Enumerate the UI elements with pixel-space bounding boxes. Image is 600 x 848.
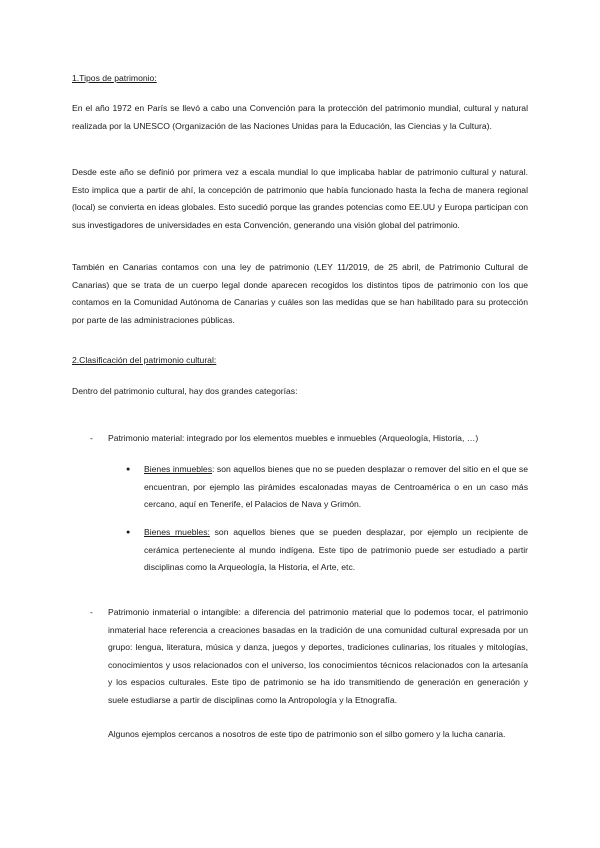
paragraph-inmaterial-examples: Algunos ejemplos cercanos a nosotros de este tipo de patrimonio son el silbo gomero y la lucha canaria. xyxy=(108,729,506,739)
paragraph-canarias-law: También en Canarias contamos con una ley de patrimonio (LEY 11/2019, de 25 abril, de Patrimonio Cultural de Canarias) que se trata de un cuerpo legal donde aparecen recogidos los distintos tipos de patrimonio con los que contamos en la Comunidad Autónoma de Canarias y cuáles son las medidas que se han habilitado para su protección por parte de las administraciones públicas. xyxy=(72,262,528,325)
paragraph-unesco-convention: En el año 1972 en París se llevó a cabo una Convención para la protección del patrimonio mundial, cultural y natural realizada por la UNESCO (Organización de las Naciones Unidas para la Educación, las Ciencias y la Cultura). xyxy=(72,103,528,131)
bienes-muebles-text xyxy=(144,524,528,577)
bullet-marker: ● xyxy=(126,529,131,536)
section-1-heading: 1.Tipos de patrimonio: xyxy=(72,73,157,83)
dash-marker: - xyxy=(90,607,93,617)
dash-marker: - xyxy=(90,433,93,443)
material-heritage-text: Patrimonio material: integrado por los elementos muebles e inmuebles (Arqueología, Historia, …) xyxy=(108,433,479,443)
term-bienes-muebles: Bienes muebles: xyxy=(144,527,210,537)
bienes-inmuebles-text xyxy=(144,461,528,514)
bienes-inmuebles-definition: : son aquellos bienes que no se pueden desplazar o remover del sitio en el que se encuentran, por ejemplo las pirámides escalonadas mayas de Centroamérica o en un caso más cercano, aquí en Tenerife, el Palacios de Nava y Grimón. xyxy=(144,464,528,510)
paragraph-global-definition: Desde este año se definió por primera vez a escala mundial lo que implicaba hablar de patrimonio cultural y natural. Esto implica que a partir de ahí, la concepción de patrimonio que había funcionado hasta la fecha de manera regional (local) se convierta en ideas globales. Esto sucedió porque las grandes potencias como EE.UU y Europa participan con sus investigadores de universidades en esta Convención, generando una visión global del patrimonio. xyxy=(72,167,528,230)
bullet-marker: ● xyxy=(126,466,131,473)
term-bienes-inmuebles: Bienes inmuebles xyxy=(144,464,212,474)
bienes-muebles-definition: son aquellos bienes que se pueden desplazar, por ejemplo un recipiente de cerámica perteneciente al mundo indígena. Este tipo de patrimonio puede ser estudiado a partir disciplinas como la Arqueología, la Historia, el Arte, etc. xyxy=(144,527,528,573)
section-2-heading: 2.Clasificación del patrimonio cultural: xyxy=(72,355,217,365)
inmaterial-heritage-text: Patrimonio inmaterial o intangible: a diferencia del patrimonio material que lo podemos tocar, el patrimonio inmaterial hace referencia a creaciones basadas en la tradición de una comunidad cultural expresada por un grupo: lengua, literatura, música y danza, juegos y deportes, tradiciones culinarias, los rituales y mitologías, conocimientos y usos relacionados con el universo, los conocimientos técnicos relacionados con la artesanía y los espacios culturales. Este tipo de patrimonio se ha ido transmitiendo de generación en generación y suele estudiarse a partir de disciplinas como la Antropología y la Etnografía. xyxy=(108,607,528,705)
paragraph-categories-intro: Dentro del patrimonio cultural, hay dos grandes categorías: xyxy=(72,386,298,396)
